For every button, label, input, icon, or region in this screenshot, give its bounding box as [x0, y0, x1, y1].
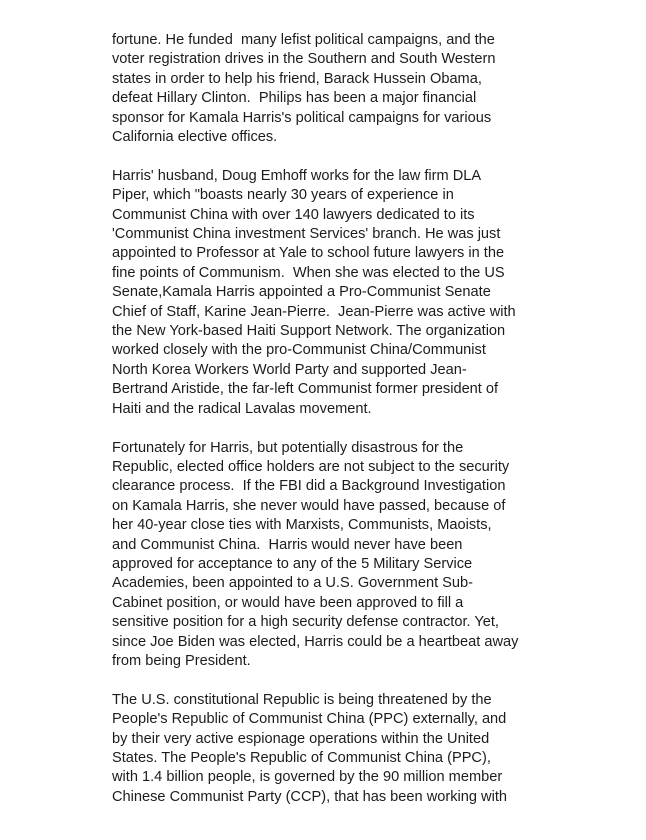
text-line: on Kamala Harris, she never would have passed, because of [112, 497, 506, 514]
text-line: fortune. He funded many lefist political campaigns, and the [112, 32, 495, 48]
text-line: states in order to help his friend, Barack Hussein Obama, [112, 70, 482, 87]
text-line: 'Communist China investment Services' branch. He was just [112, 226, 501, 243]
text-line: The U.S. constitutional Republic is being threatened by the [112, 691, 492, 708]
text-line: appointed to Professor at Yale to school future lawyers in the [112, 245, 505, 262]
text-line: defeat Hillary Clinton. Philips has been a major financial [112, 90, 477, 107]
text-line: since Joe Biden was elected, Harris could be a heartbeat away [112, 633, 519, 650]
text-line: California elective offices. [112, 129, 278, 146]
text-line: worked closely with the pro-Communist China/Communist [112, 342, 486, 359]
text-line: her 40-year close ties with Marxists, Communists, Maoists, [112, 517, 492, 534]
text-line: Senate,Kamala Harris appointed a Pro-Communist Senate [112, 284, 491, 301]
text-line: Communist China with over 140 lawyers dedicated to its [112, 206, 475, 223]
text-line: Bertrand Aristide, the far-left Communist former president of [112, 381, 499, 398]
document-body [112, 31, 542, 827]
text-line: fine points of Communism. When she was elected to the US [112, 264, 505, 281]
text-line: Fortunately for Harris, but potentially disastrous for the [112, 439, 464, 456]
text-line: sponsor for Kamala Harris's political campaigns for various [112, 109, 492, 126]
text-line: Academies, been appointed to a U.S. Government Sub- [112, 575, 474, 592]
text-line: Harris' husband, Doug Emhoff works for the law firm DLA [112, 167, 482, 184]
text-line: clearance process. If the FBI did a Background Investigation [112, 478, 506, 495]
text-line: Republic, elected office holders are not subject to the security [112, 458, 510, 475]
paragraph-1 [112, 31, 542, 147]
text-line: Piper, which "boasts nearly 30 years of experience in [112, 187, 454, 204]
paragraph-4 [112, 691, 542, 807]
text-line: with 1.4 billion people, is governed by the 90 million member [112, 769, 503, 786]
text-line: sensitive position for a high security defense contractor. Yet, [112, 614, 499, 631]
text-line: North Korea Workers World Party and supported Jean- [112, 361, 467, 378]
text-line: States. The People's Republic of Communist China (PPC), [112, 749, 491, 766]
text-line: from being President. [112, 652, 251, 669]
paragraph-2 [112, 167, 542, 419]
text-line: voter registration drives in the Southern and South Western [112, 51, 496, 68]
paragraph-3 [112, 439, 542, 672]
text-line: People's Republic of Communist China (PPC) externally, and [112, 711, 507, 728]
text-line: and Communist China. Harris would never have been [112, 536, 463, 553]
text-line: Chief of Staff, Karine Jean-Pierre. Jean-Pierre was active with [112, 303, 516, 320]
text-line: by their very active espionage operations within the United [112, 730, 490, 747]
text-line: Cabinet position, or would have been approved to fill a [112, 594, 464, 611]
text-line: approved for acceptance to any of the 5 Military Service [112, 555, 473, 572]
text-line: Haiti and the radical Lavalas movement. [112, 400, 372, 417]
text-line: Chinese Communist Party (CCP), that has been working with [112, 788, 508, 805]
text-line: the New York-based Haiti Support Network. The organization [112, 323, 506, 340]
